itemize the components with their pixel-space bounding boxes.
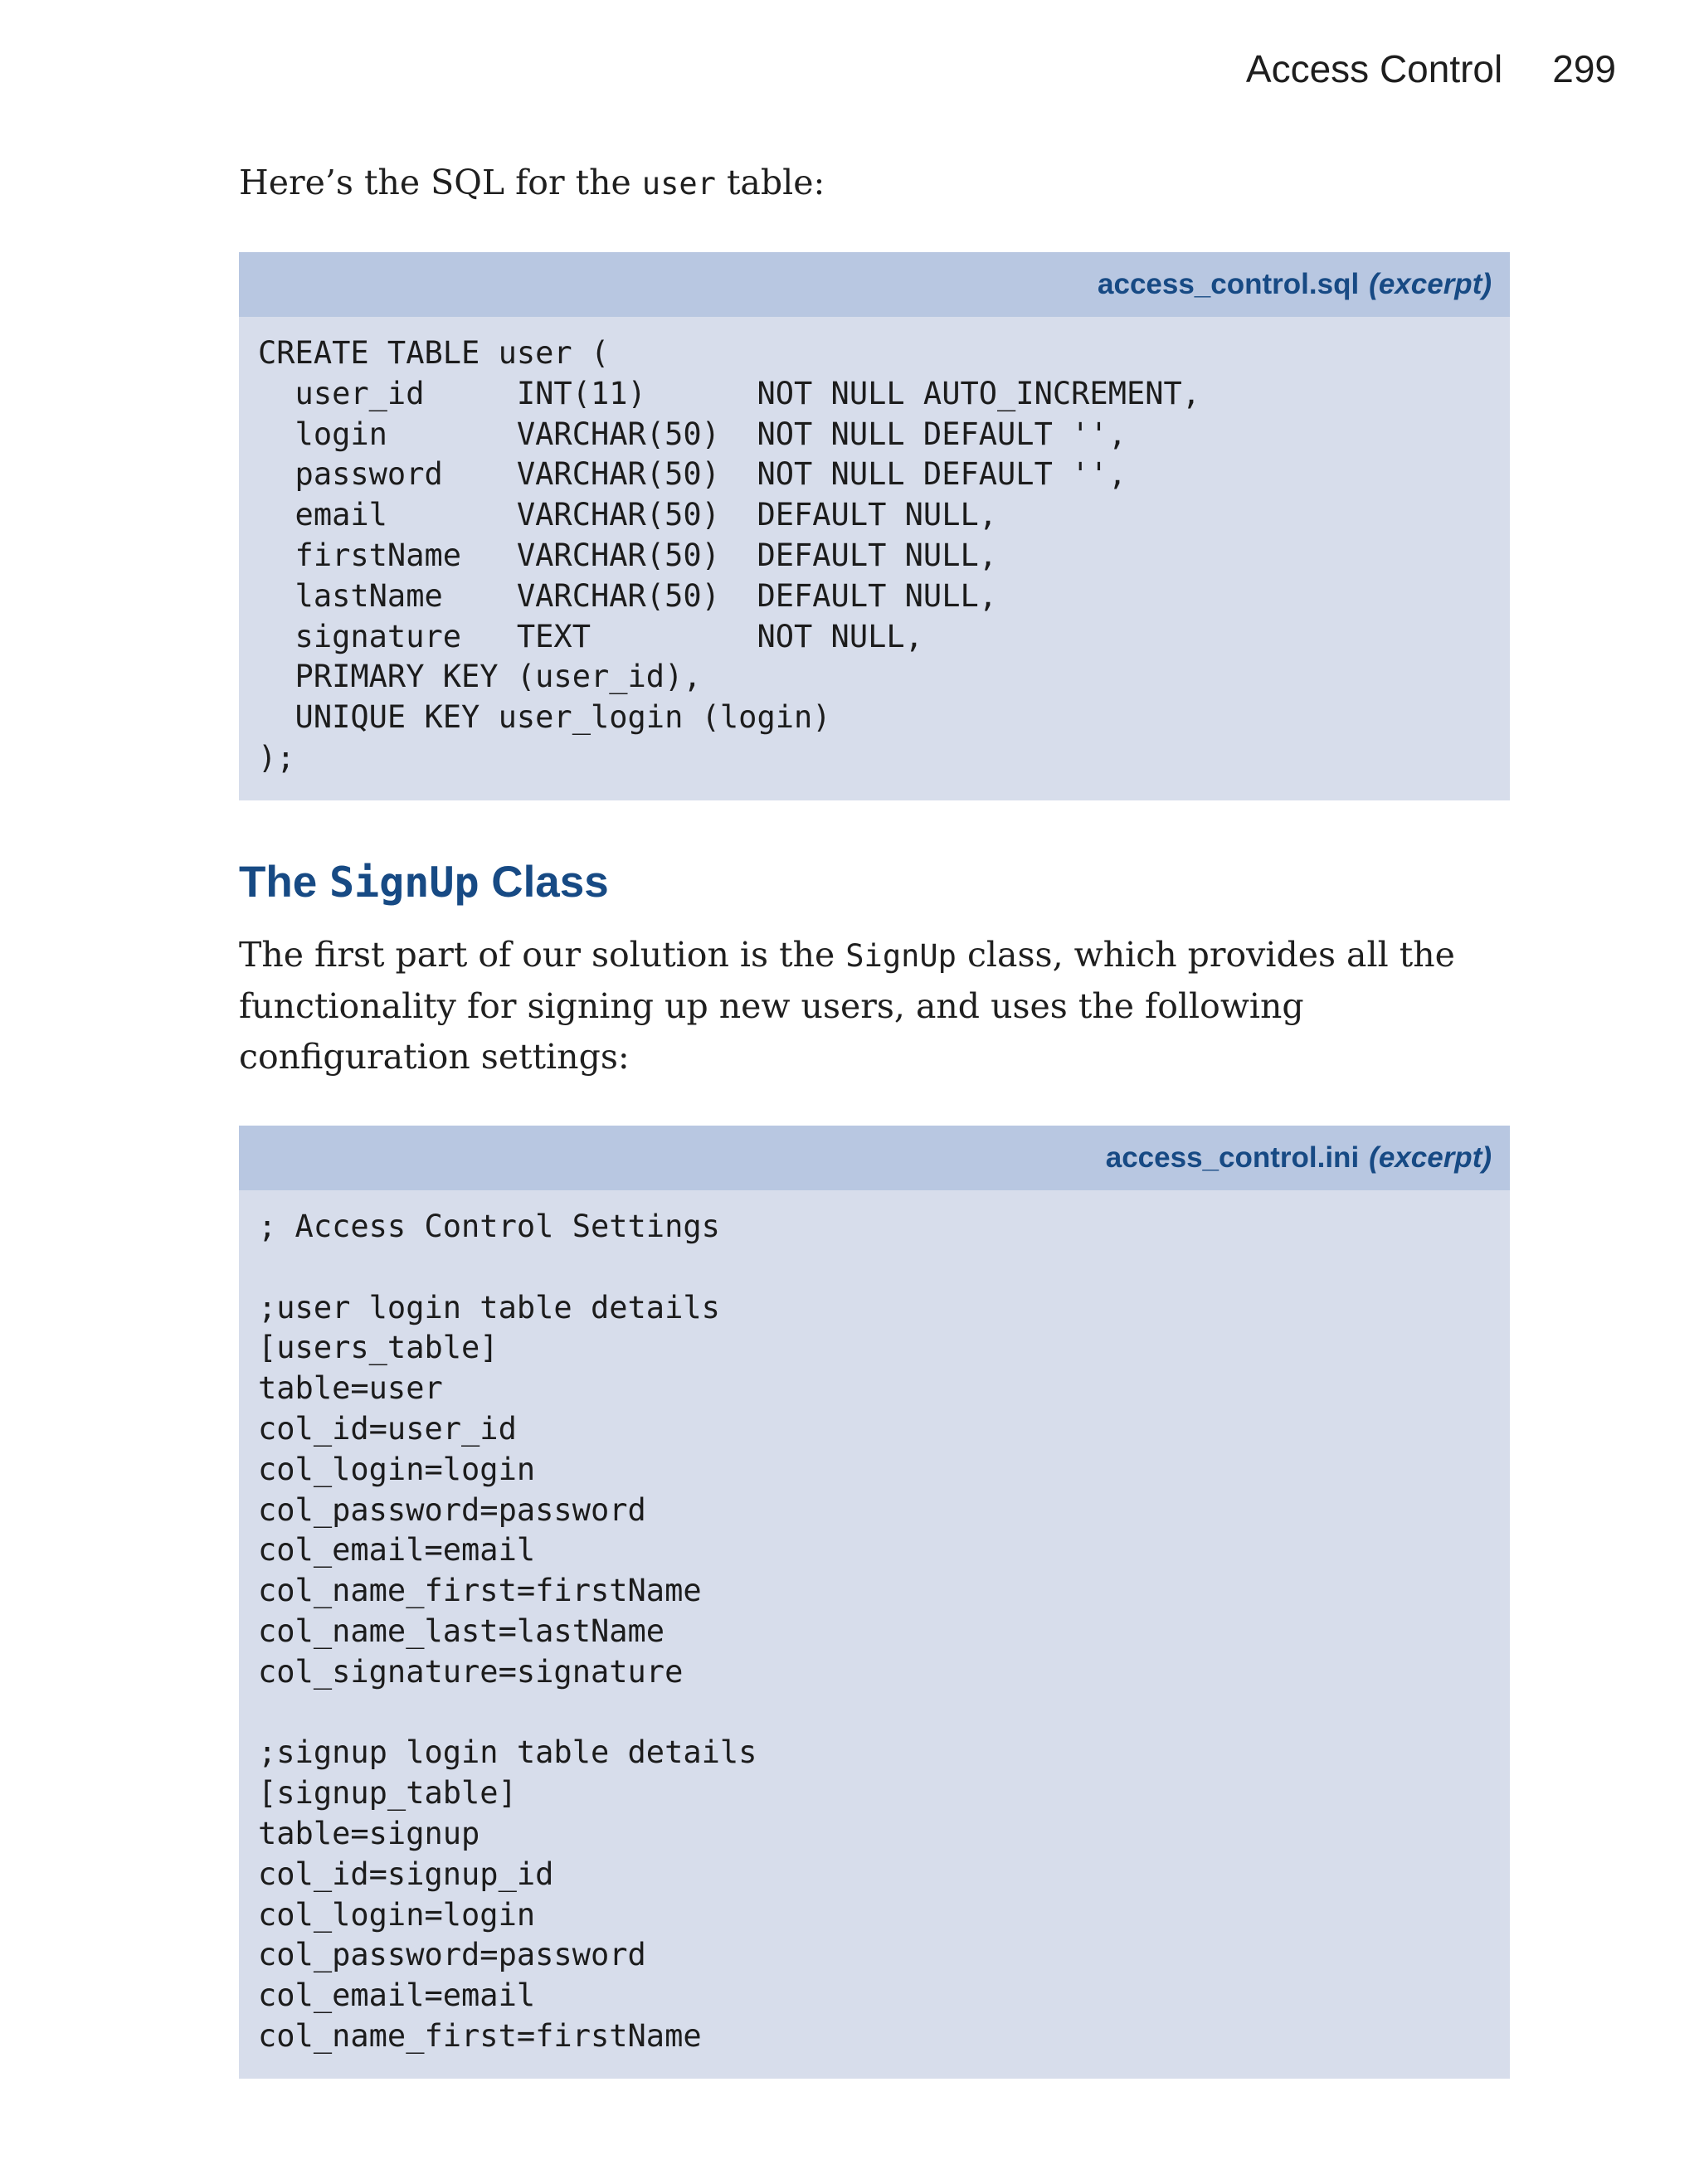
sql-listing (239, 252, 1510, 800)
intro-paragraph (239, 158, 1510, 209)
ini-listing-code: ; Access Control Settings ;user login table details [users_table] table=user col_id=user_id col_login=login col_password=password col_email=email col_name_first=firstName col_name_last=lastName col_signature=signature ;signup login table details [signup_table] table=signup col_id=signup_id col_login=login col_password=password col_email=email col_name_first=firstName (258, 1209, 757, 2054)
running-head-title: Access Control (1245, 47, 1503, 90)
sql-listing-excerpt-note: (excerpt) (1369, 268, 1492, 300)
ini-listing (239, 1126, 1510, 2079)
section-heading (239, 859, 1510, 907)
sql-listing-filename: access_control.sql (1098, 268, 1360, 300)
section-heading-after: Class (479, 857, 609, 907)
section-paragraph (239, 930, 1510, 1082)
section-text-before: The first part of our solution is the (239, 935, 846, 975)
intro-text-after: table: (715, 163, 825, 202)
ini-listing-filename: access_control.ini (1105, 1141, 1360, 1175)
page-content (239, 158, 1510, 2079)
sql-listing-header (239, 252, 1510, 317)
section-text-after: class, which provides all the functionality for signing up new users, and uses the following configuration settings: (239, 935, 1455, 1077)
ini-listing-excerpt-note: (excerpt) (1369, 1141, 1492, 1175)
page-number: 299 (1552, 47, 1616, 90)
ini-listing-header (239, 1126, 1510, 1190)
section-heading-before: The (239, 857, 329, 907)
section-heading-code: SignUp (329, 858, 480, 907)
intro-text-before: Here’s the SQL for the (239, 163, 642, 202)
sql-listing-code: CREATE TABLE user ( user_id INT(11) NOT NULL AUTO_INCREMENT, login VARCHAR(50) NOT NULL DEFAULT '', password VARCHAR(50) NOT NULL DEFAULT '', email VARCHAR(50) DEFAULT NULL, firstName VARCHAR(50) DEFAULT NULL, lastName VARCHAR(50) DEFAULT NULL, signature TEXT NOT NULL, PRIMARY KEY (user_id), UNIQUE KEY user_login (login) ); (258, 335, 1201, 776)
intro-inline-code: user (641, 166, 716, 202)
running-head (1245, 47, 1616, 90)
section-inline-code: SignUp (845, 938, 957, 975)
